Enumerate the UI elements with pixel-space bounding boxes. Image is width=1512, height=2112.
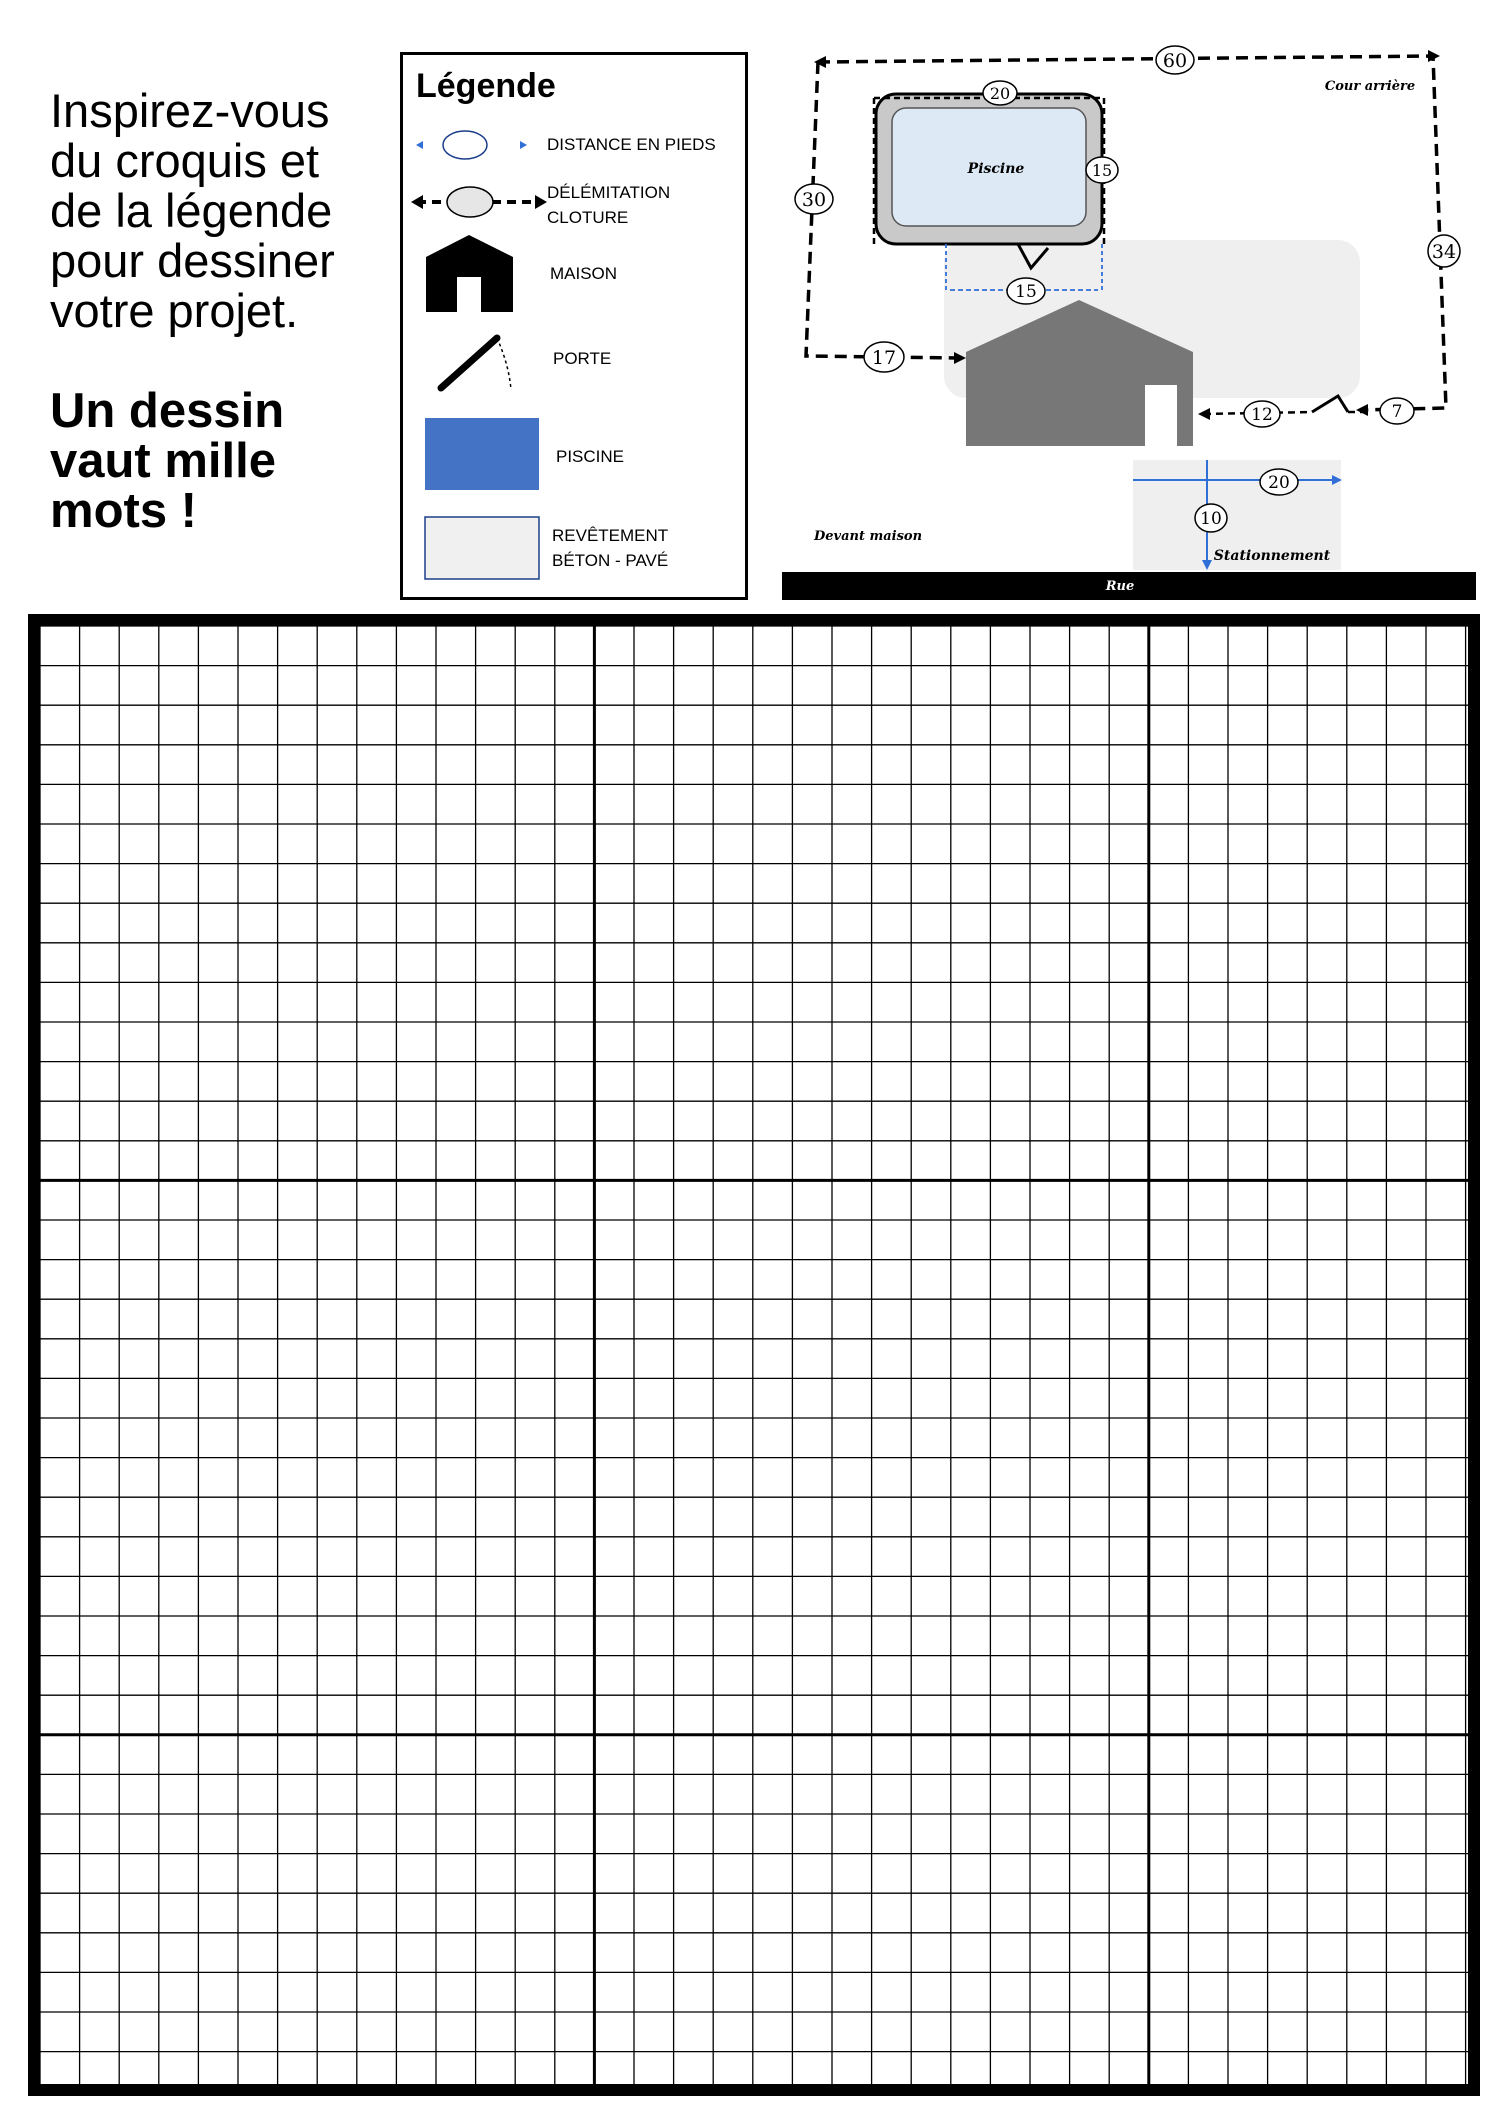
legend-label-pool: PISCINE: [556, 447, 625, 466]
slogan-line: mots !: [50, 484, 197, 538]
backyard-label: Cour arrière: [1324, 79, 1416, 94]
legend-label-pavement: REVÊTEMENT: [552, 526, 669, 545]
legend-label-fence-2: CLOTURE: [547, 208, 629, 227]
dim-parking-depth: 10: [1200, 509, 1222, 529]
intro-line: votre projet.: [50, 284, 299, 337]
dim-house-left: 17: [871, 347, 897, 369]
street-label: Rue: [1105, 579, 1135, 594]
legend-label-door: PORTE: [553, 349, 612, 368]
legend-label-fence: DÉLÉMITATION: [547, 183, 671, 202]
slogan-line: Un dessin: [50, 384, 285, 438]
dim-door-gap: 12: [1251, 405, 1273, 425]
pool-label: Piscine: [967, 161, 1025, 177]
front-label: Devant maison: [813, 529, 923, 544]
dim-pool-width: 20: [989, 84, 1011, 103]
dim-pool-depth: 15: [1091, 161, 1113, 180]
intro-line: Inspirez-vous: [50, 84, 330, 137]
legend-label-house: MAISON: [550, 264, 618, 283]
dim-parking-width: 20: [1268, 473, 1290, 493]
dim-left: 30: [801, 189, 827, 211]
intro-line: pour dessiner: [50, 234, 335, 287]
dim-patio: 15: [1015, 282, 1037, 302]
dim-right: 34: [1431, 241, 1457, 263]
intro-line: du croquis et: [50, 134, 320, 187]
legend-label-pavement-2: BÉTON - PAVÉ: [552, 551, 669, 570]
intro-line: de la légende: [50, 184, 333, 237]
slogan-line: vaut mille: [50, 434, 277, 488]
dim-top: 60: [1162, 50, 1188, 72]
legend-label-distance: DISTANCE EN PIEDS: [547, 135, 716, 154]
grid-background: [34, 620, 1474, 2090]
parking-label: Stationnement: [1213, 548, 1331, 564]
legend-title: Légende: [416, 67, 556, 105]
dim-side: 7: [1391, 402, 1403, 422]
